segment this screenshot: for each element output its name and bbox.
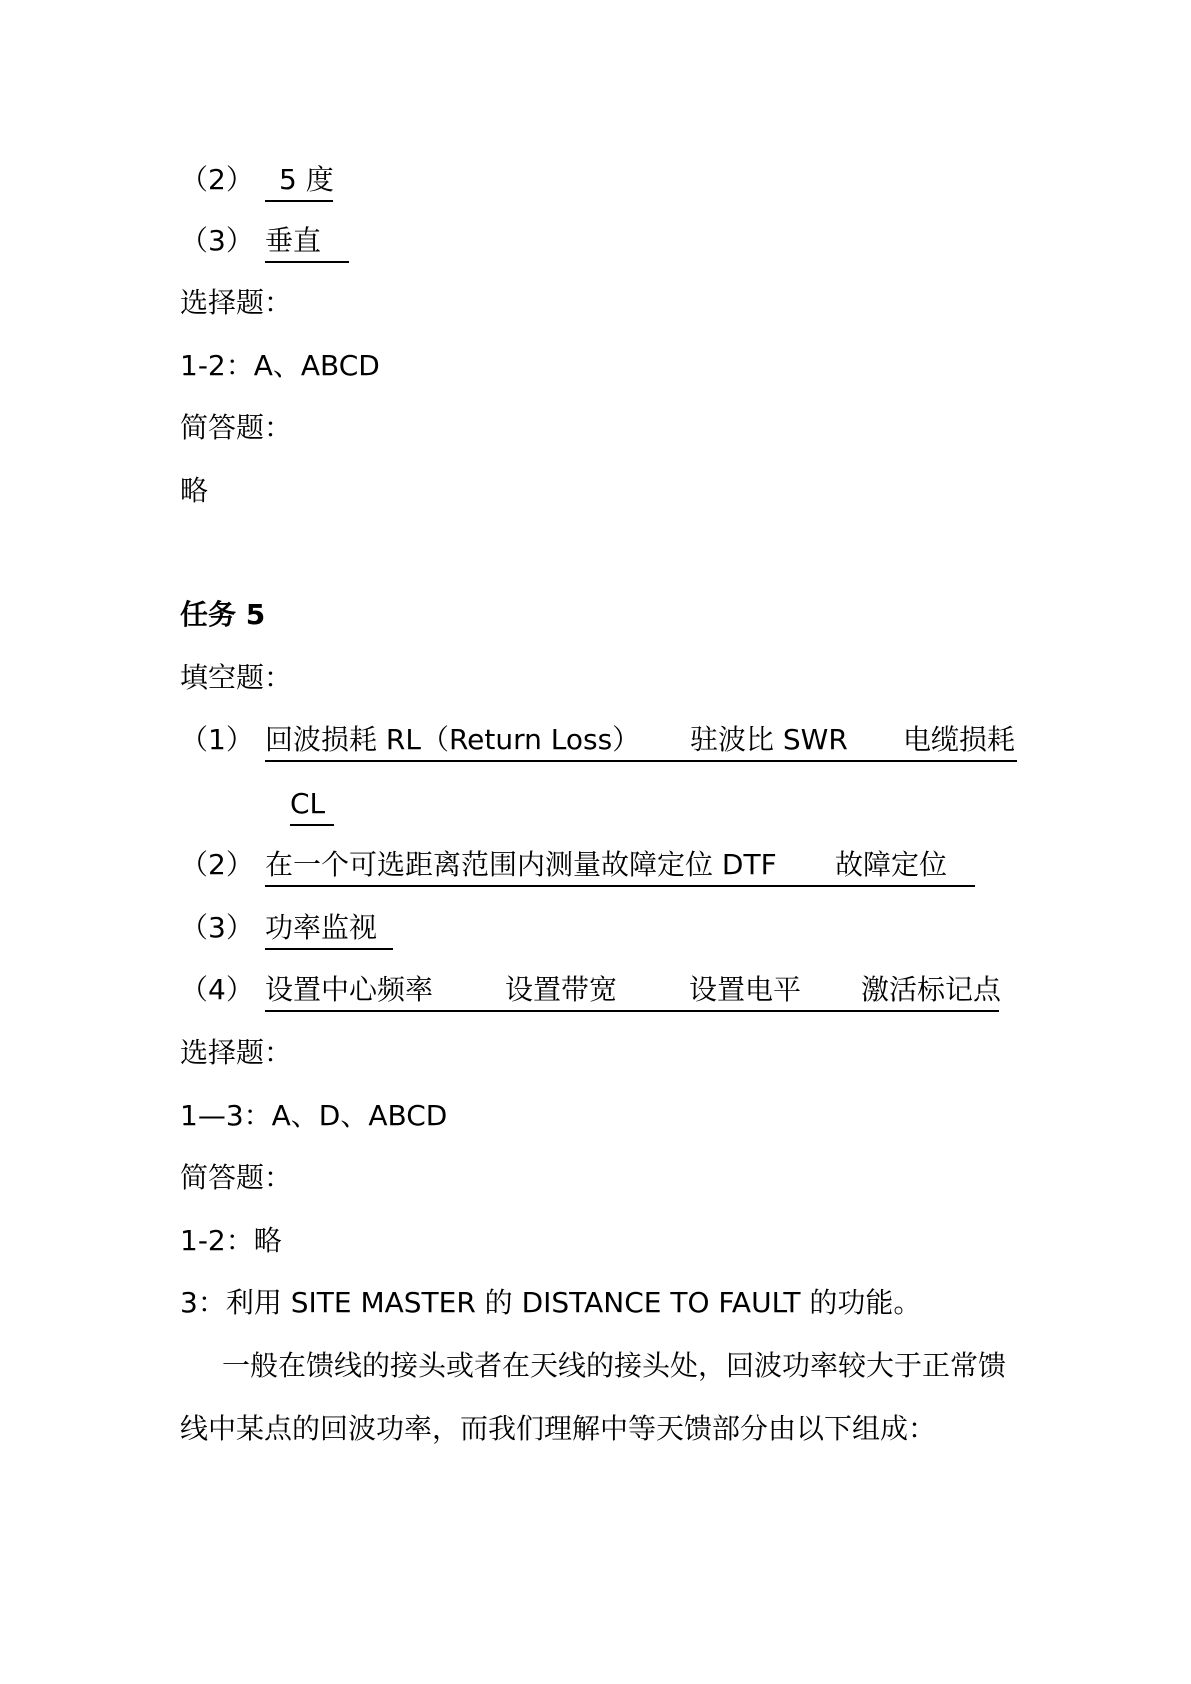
answer-text: 功率监视 <box>265 911 378 944</box>
choice-label: 选择题： <box>180 1036 293 1069</box>
short-answer-3: 3：利用 SITE MASTER 的 DISTANCE TO FAULT 的功能。 <box>180 1286 922 1319</box>
answer-text: 激活标记点 <box>861 973 1002 1006</box>
answer-blank <box>265 720 1017 762</box>
short-answer-label: 简答题： <box>180 1161 293 1194</box>
item-number: （2） <box>180 848 254 881</box>
answer-blank <box>290 784 334 826</box>
short-answer-text: 略 <box>180 474 209 507</box>
answer-text: 驻波比 SWR <box>690 723 848 756</box>
paragraph-line: 一般在馈线的接头或者在天线的接头处，回波功率较大于正常馈 <box>222 1349 1007 1382</box>
choice-answer: 1—3：A、D、ABCD <box>180 1099 448 1132</box>
fill-label: 填空题： <box>180 661 293 694</box>
item-number: （3） <box>180 224 254 257</box>
answer-text: 回波损耗 RL（Return Loss） <box>265 723 641 756</box>
short-answer-label: 简答题： <box>180 411 293 444</box>
item-number: （3） <box>180 911 254 944</box>
short-answer-1-2: 1-2：略 <box>180 1224 282 1257</box>
answer-text: 5 度 <box>279 163 334 196</box>
answer-text: 故障定位 <box>835 848 948 881</box>
answer-text: 设置电平 <box>689 973 802 1006</box>
answer-text: CL <box>290 787 326 820</box>
item-number: （1） <box>180 723 254 756</box>
answer-blank <box>265 970 1002 1012</box>
section-title: 任务 5 <box>180 598 266 631</box>
answer-blank <box>265 908 393 950</box>
answer-blank <box>265 221 349 263</box>
item-number: （2） <box>180 163 254 196</box>
choice-label: 选择题： <box>180 286 293 319</box>
choice-answer: 1-2：A、ABCD <box>180 349 380 382</box>
paragraph-line: 线中某点的回波功率，而我们理解中等天馈部分由以下组成： <box>180 1412 937 1445</box>
answer-text: 电缆损耗 <box>903 723 1016 756</box>
answer-blank <box>265 845 975 887</box>
item-number: （4） <box>180 973 254 1006</box>
answer-text: 设置带宽 <box>505 973 618 1006</box>
answer-text: 垂直 <box>265 224 322 257</box>
answer-text: 设置中心频率 <box>265 973 434 1006</box>
answer-blank <box>265 160 333 202</box>
answer-text: 在一个可选距离范围内测量故障定位 DTF <box>265 848 777 881</box>
